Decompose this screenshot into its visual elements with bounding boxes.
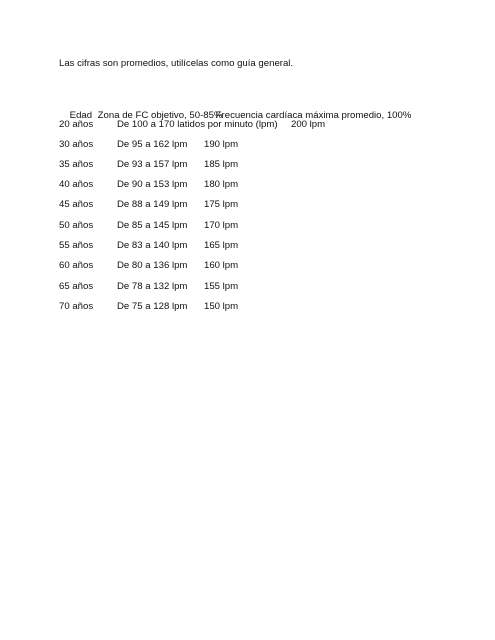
row-zone: De 75 a 128 lpm [117, 301, 188, 312]
row-zone: De 78 a 132 lpm [117, 281, 188, 292]
header-max: Frecuencia cardíaca máxima promedio, 100% [215, 110, 412, 121]
header-age: Edad [69, 110, 93, 121]
row-zone: De 85 a 145 lpm [117, 220, 188, 231]
row-max: 155 lpm [204, 281, 239, 292]
row-zone: De 93 a 157 lpm [117, 159, 188, 170]
row-age: 40 años [59, 179, 94, 190]
row-max: 150 lpm [204, 301, 239, 312]
row-zone: De 100 a 170 latidos por minuto (lpm) [117, 119, 278, 130]
row-age: 35 años [59, 159, 94, 170]
row-age: 30 años [59, 139, 94, 150]
row-max: 200 lpm [291, 119, 326, 130]
row-age: 65 años [59, 281, 94, 292]
row-max: 175 lpm [204, 199, 239, 210]
row-zone: De 88 a 149 lpm [117, 199, 188, 210]
row-max: 180 lpm [204, 179, 239, 190]
row-max: 170 lpm [204, 220, 239, 231]
row-zone: De 80 a 136 lpm [117, 260, 188, 271]
header-zone: Zona de FC objetivo, 50-85% [97, 110, 223, 121]
intro-text: Las cifras son promedios, utilícelas como guía general. [59, 58, 294, 69]
row-zone: De 95 a 162 lpm [117, 139, 188, 150]
row-max: 185 lpm [204, 159, 239, 170]
row-max: 165 lpm [204, 240, 239, 251]
row-age: 55 años [59, 240, 94, 251]
row-age: 20 años [59, 119, 94, 130]
row-age: 45 años [59, 199, 94, 210]
row-zone: De 90 a 153 lpm [117, 179, 188, 190]
row-max: 160 lpm [204, 260, 239, 271]
row-age: 60 años [59, 260, 94, 271]
row-zone: De 83 a 140 lpm [117, 240, 188, 251]
row-max: 190 lpm [204, 139, 239, 150]
row-age: 70 años [59, 301, 94, 312]
row-age: 50 años [59, 220, 94, 231]
